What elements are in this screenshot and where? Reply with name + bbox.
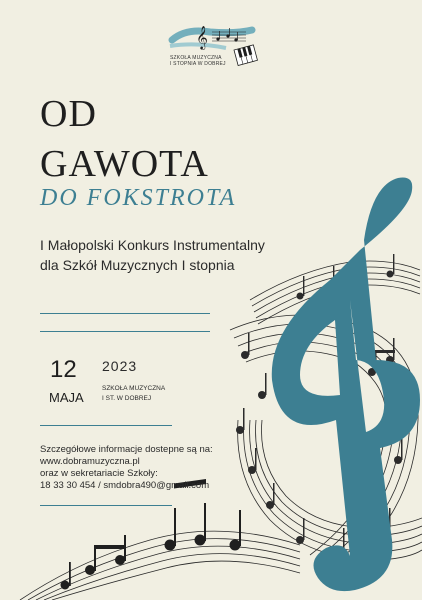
title-line-1: OD (40, 93, 97, 135)
divider-line-1 (40, 313, 210, 314)
subtitle-line-1: I Małopolski Konkurs Instrumentalny (40, 237, 265, 253)
subtitle-line-2: dla Szkół Muzycznych I stopnia (40, 257, 235, 273)
event-day: 12 (50, 356, 77, 383)
info-line-1: Szczegółowe informacje dostepne są na: (40, 444, 213, 455)
divider-line-4 (40, 505, 172, 506)
phone-email[interactable]: 18 33 30 454 / smdobra490@gmail.com (40, 480, 210, 491)
divider-line-3 (40, 425, 172, 426)
logo-line-1: SZKOŁA MUZYCZNA (170, 55, 222, 61)
title-line-2: GAWOTA (40, 143, 209, 185)
venue-line-1: SZKOŁA MUZYCZNA (102, 385, 166, 392)
event-venue (102, 384, 165, 404)
logo-line-2: I STOPNIA W DOBREJ (170, 61, 226, 67)
event-month: MAJA (49, 390, 84, 405)
venue-line-2: I ST. W DOBREJ (102, 395, 152, 402)
contact-info (40, 444, 213, 492)
divider-line-2 (40, 331, 210, 332)
info-line-3: oraz w sekretariacie Szkoły: (40, 468, 158, 479)
event-year: 2023 (102, 358, 138, 374)
title-line-3: DO FOKSTROTA (40, 185, 237, 211)
website-link[interactable]: www.dobramuzyczna.pl (40, 456, 140, 467)
svg-text:𝄞: 𝄞 (196, 25, 208, 49)
contest-subtitle (40, 235, 265, 275)
